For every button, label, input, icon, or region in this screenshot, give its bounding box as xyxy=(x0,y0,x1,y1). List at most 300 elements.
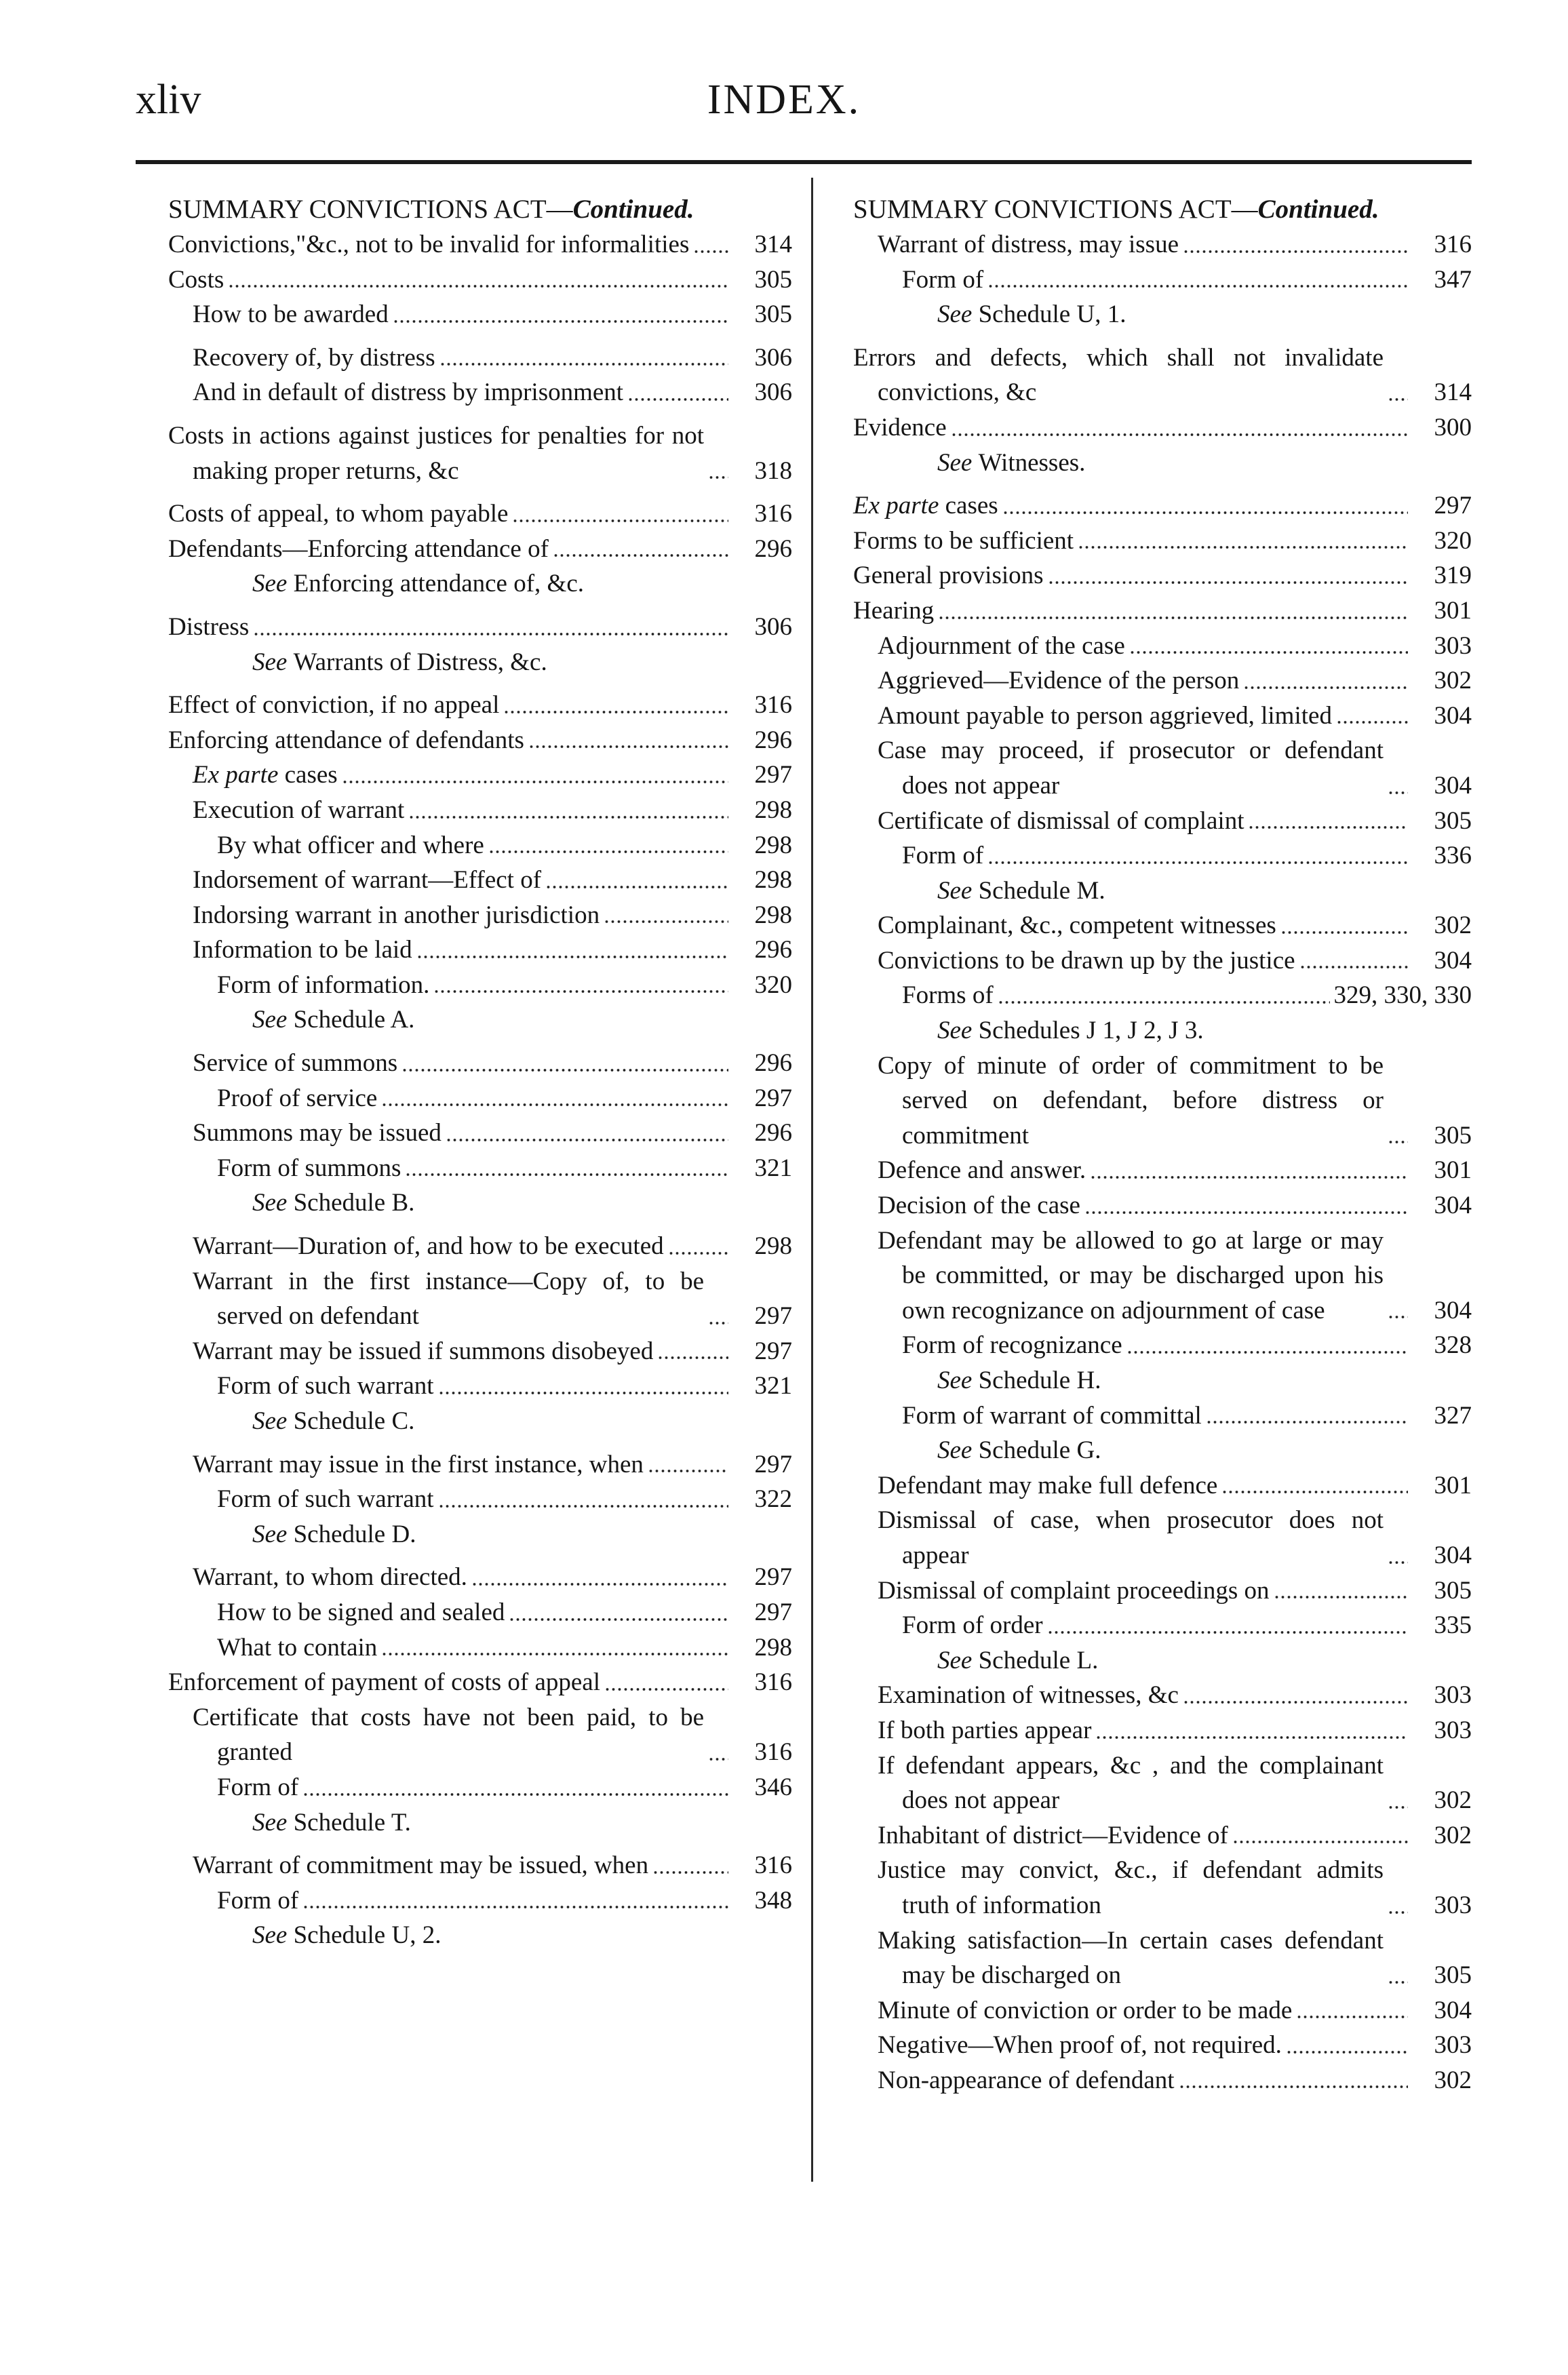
index-entry xyxy=(853,1223,1472,1329)
dot-leader xyxy=(1095,1725,1408,1746)
see-label: See xyxy=(252,1520,294,1548)
index-entry xyxy=(853,227,1472,262)
index-entry xyxy=(168,968,792,1003)
index-entry xyxy=(168,863,792,898)
dot-leader xyxy=(1183,239,1408,260)
dot-leader xyxy=(1206,1410,1408,1430)
index-entry xyxy=(168,1848,792,1883)
dot-leader xyxy=(1248,815,1408,836)
see-reference xyxy=(168,1404,792,1439)
index-entry xyxy=(853,1713,1472,1748)
dot-leader xyxy=(1280,920,1408,941)
see-label: See xyxy=(937,1646,979,1674)
dot-leader xyxy=(604,909,728,930)
entry-text: Summons may be issued xyxy=(193,1119,442,1147)
entry-text: See Enforcing attendance of, &c. xyxy=(252,570,584,598)
index-entry xyxy=(853,663,1472,699)
see-reference xyxy=(853,1433,1472,1468)
index-entry xyxy=(168,1046,792,1081)
index-entry xyxy=(853,262,1472,298)
entry-text: Form of warrant of committal xyxy=(902,1401,1202,1430)
entry-text: See Schedule D. xyxy=(252,1520,416,1548)
entry-text: See Schedules J 1, J 2, J 3. xyxy=(937,1017,1204,1045)
entry-text: By what officer and where xyxy=(217,831,484,859)
dot-leader xyxy=(545,875,728,895)
right-column-heading xyxy=(853,192,1472,227)
entry-text: Adjournment of the case xyxy=(878,631,1125,660)
index-entry xyxy=(168,227,792,262)
dot-leader xyxy=(951,423,1408,443)
entry-text: See Schedule C. xyxy=(252,1407,415,1435)
entry-text: Non-appearance of defendant xyxy=(878,2066,1175,2094)
entry-text: Certificate of dismissal of complaint xyxy=(878,806,1244,835)
entry-text: Distress xyxy=(168,612,250,641)
entry-text: Form of summons xyxy=(217,1154,401,1182)
entry-text: Decision of the case xyxy=(878,1192,1080,1220)
page-reference: 304 xyxy=(1434,1996,1472,2024)
entry-text: Form of such warrant xyxy=(217,1372,434,1400)
dot-leader xyxy=(1047,1620,1408,1641)
page-reference: 298 xyxy=(754,1633,792,1662)
dot-leader xyxy=(708,465,728,486)
index-entry xyxy=(853,524,1472,559)
index-entry xyxy=(168,758,792,793)
page-reference: 304 xyxy=(1434,771,1472,800)
dot-leader xyxy=(401,1058,728,1078)
dot-leader xyxy=(1221,1480,1408,1500)
index-entry xyxy=(853,1468,1472,1504)
page-reference: 298 xyxy=(754,1232,792,1261)
index-entry xyxy=(168,1700,792,1770)
entry-text: If defendant appears, &c , and the complainant does not appear xyxy=(878,1751,1384,1815)
page-reference: 320 xyxy=(754,970,792,999)
page-reference: 327 xyxy=(1434,1401,1472,1430)
index-entry xyxy=(168,723,792,758)
entry-text: See Schedule L. xyxy=(937,1646,1099,1674)
entry-text: See Schedule A. xyxy=(252,1006,415,1034)
dot-leader xyxy=(438,1494,728,1514)
see-label: See xyxy=(252,1808,294,1837)
index-entry xyxy=(168,688,792,723)
dot-leader xyxy=(509,1607,728,1628)
dot-leader xyxy=(1388,1130,1408,1150)
index-entry xyxy=(853,1853,1472,1923)
index-entry xyxy=(168,828,792,863)
index-entry xyxy=(168,1770,792,1805)
heading-text: SUMMARY CONVICTIONS ACT— xyxy=(853,195,1258,224)
entry-text: Form of xyxy=(217,1886,299,1915)
dot-leader xyxy=(708,1747,728,1767)
entry-text: Certificate that costs have not been paid, to be granted xyxy=(193,1703,704,1767)
index-entry xyxy=(168,1229,792,1264)
dot-leader xyxy=(668,1241,728,1261)
index-entry xyxy=(853,1398,1472,1434)
index-entry xyxy=(853,1678,1472,1713)
dot-leader xyxy=(1336,710,1408,730)
heading-continued: Continued. xyxy=(572,195,694,224)
page-reference: 296 xyxy=(754,1049,792,1078)
dot-leader xyxy=(512,509,728,529)
index-entry xyxy=(168,1369,792,1404)
index-entry xyxy=(168,532,792,567)
entry-text: Defendant may make full defence xyxy=(878,1471,1218,1499)
index-entry xyxy=(853,1188,1472,1223)
dot-leader xyxy=(439,352,728,372)
dot-leader xyxy=(1090,1165,1408,1185)
page-reference: 329, 330, 330 xyxy=(1333,981,1472,1010)
page-reference: 297 xyxy=(754,1302,792,1331)
entry-text: General provisions xyxy=(853,562,1044,590)
entry-text: How to be awarded xyxy=(193,300,389,329)
index-entry xyxy=(168,496,792,532)
page-reference: 303 xyxy=(1434,1891,1472,1919)
page-reference: 297 xyxy=(754,1563,792,1592)
page-reference: 314 xyxy=(1434,378,1472,407)
entry-text: Case may proceed, if prosecutor or defendant does not appear xyxy=(878,737,1384,800)
see-label: See xyxy=(252,1006,294,1034)
dot-leader xyxy=(1286,2040,1408,2060)
dot-leader xyxy=(393,309,728,330)
entry-text: Convictions,"&c., not to be invalid for informalities xyxy=(168,231,690,258)
dot-leader xyxy=(302,1782,728,1803)
dot-leader xyxy=(433,979,728,1000)
dot-leader xyxy=(1183,1690,1408,1710)
dot-leader xyxy=(1388,781,1408,801)
page-reference: 302 xyxy=(1434,911,1472,940)
entry-text: Negative—When proof of, not required. xyxy=(878,2031,1282,2060)
index-entry xyxy=(853,733,1472,803)
entry-text: Costs of appeal, to whom payable xyxy=(168,500,509,528)
page-reference: 305 xyxy=(1434,1961,1472,1990)
dot-leader xyxy=(648,1459,728,1479)
entry-text: Warrant may issue in the first instance, when xyxy=(193,1450,644,1478)
entry-text: Warrant in the first instance—Copy of, to be served on defendant xyxy=(193,1267,704,1331)
entry-text: Ex parte cases xyxy=(853,492,998,520)
page-reference: 304 xyxy=(1434,1541,1472,1569)
dot-leader xyxy=(657,1346,728,1366)
page-reference: 297 xyxy=(1434,492,1472,520)
index-entry xyxy=(168,1595,792,1630)
page-reference: 297 xyxy=(754,761,792,789)
page-reference: 320 xyxy=(1434,526,1472,555)
left-entries xyxy=(168,227,792,1953)
page-reference: 305 xyxy=(1434,806,1472,835)
dot-leader xyxy=(446,1128,728,1148)
entry-text: Ex parte cases xyxy=(193,761,338,789)
dot-leader xyxy=(253,622,728,642)
see-label: See xyxy=(937,1017,979,1045)
index-entry xyxy=(168,375,792,410)
entry-text: Examination of witnesses, &c xyxy=(878,1681,1179,1710)
page-reference: 346 xyxy=(754,1773,792,1801)
dot-leader xyxy=(938,606,1408,626)
dot-leader xyxy=(1388,1900,1408,1921)
entry-text: See Schedule U, 2. xyxy=(252,1921,442,1950)
heading-text: SUMMARY CONVICTIONS ACT— xyxy=(168,195,573,224)
page-reference: 303 xyxy=(1434,2031,1472,2060)
index-entry xyxy=(168,1151,792,1186)
dot-leader xyxy=(1299,955,1408,975)
column-divider xyxy=(811,178,813,2182)
page-reference: 302 xyxy=(1434,1786,1472,1815)
entry-text: Service of summons xyxy=(193,1049,398,1078)
dot-leader xyxy=(1084,1200,1408,1221)
entry-text: Hearing xyxy=(853,596,935,625)
entry-text: Indorsement of warrant—Effect of xyxy=(193,866,542,895)
entry-text: Evidence xyxy=(853,413,947,441)
page-reference: 298 xyxy=(754,866,792,895)
see-reference xyxy=(168,1002,792,1038)
entry-text: Form of order xyxy=(902,1611,1043,1640)
dot-leader xyxy=(1388,1305,1408,1325)
page-reference: 321 xyxy=(754,1154,792,1182)
see-label: See xyxy=(937,876,979,905)
entry-text: Warrant may be issued if summons disobeyed xyxy=(193,1337,654,1365)
entry-text: Warrant—Duration of, and how to be executed xyxy=(193,1232,664,1261)
index-entry xyxy=(168,1116,792,1151)
entry-text: If both parties appear xyxy=(878,1716,1092,1744)
dot-leader xyxy=(987,850,1408,871)
entry-text: Inhabitant of district—Evidence of xyxy=(878,1821,1228,1849)
dot-leader xyxy=(1048,570,1408,591)
index-entry xyxy=(168,1081,792,1116)
dot-leader xyxy=(1232,1830,1408,1850)
dot-leader xyxy=(503,700,728,720)
dot-leader xyxy=(708,1311,728,1331)
index-entry xyxy=(853,908,1472,943)
see-reference xyxy=(853,1363,1472,1398)
left-column-heading xyxy=(168,192,792,227)
index-entry xyxy=(853,978,1472,1013)
entry-text: See Schedule B. xyxy=(252,1189,415,1217)
index-entry xyxy=(853,2028,1472,2063)
entry-text: Justice may convict, &c., if defendant admits truth of information xyxy=(878,1856,1384,1919)
index-entry xyxy=(168,1482,792,1517)
page-reference: 302 xyxy=(1434,2066,1472,2094)
page-reference: 305 xyxy=(1434,1576,1472,1605)
dot-leader xyxy=(381,1093,728,1113)
entry-text: Costs in actions against justices for penalties for not making proper returns, &c xyxy=(168,421,704,485)
entry-text: See Schedule M. xyxy=(937,876,1105,905)
entry-text: See Schedule H. xyxy=(937,1367,1101,1394)
entry-text: See Schedule T. xyxy=(252,1808,411,1837)
see-reference xyxy=(853,297,1472,332)
entry-text: Enforcing attendance of defendants xyxy=(168,726,524,754)
right-column xyxy=(853,192,1472,2098)
index-entry xyxy=(853,1818,1472,1853)
page-reference: 296 xyxy=(754,726,792,754)
index-entry xyxy=(168,933,792,968)
dot-leader xyxy=(1388,1795,1408,1815)
index-entry xyxy=(853,1048,1472,1154)
entry-text: Warrant, to whom directed. xyxy=(193,1563,467,1592)
index-entry xyxy=(168,793,792,828)
dot-leader xyxy=(408,805,728,825)
see-label: See xyxy=(937,1367,979,1394)
dot-leader xyxy=(627,387,728,408)
see-label: See xyxy=(252,1189,294,1217)
index-entry xyxy=(168,898,792,933)
see-label: See xyxy=(252,1407,294,1435)
right-entries xyxy=(853,227,1472,2098)
index-entry xyxy=(168,1334,792,1369)
see-label: See xyxy=(937,300,979,329)
dot-leader xyxy=(1388,1970,1408,1990)
page-reference: 304 xyxy=(1434,1296,1472,1324)
heading-continued: Continued. xyxy=(1257,195,1379,224)
dot-leader xyxy=(1388,387,1408,408)
entry-text: What to contain xyxy=(217,1633,378,1662)
left-column xyxy=(168,192,792,1953)
dot-leader xyxy=(987,274,1408,294)
page-reference: 297 xyxy=(754,1598,792,1626)
page-reference: 316 xyxy=(1434,231,1472,258)
entry-text: How to be signed and sealed xyxy=(217,1598,505,1626)
page-reference: 306 xyxy=(754,343,792,372)
page-reference: 296 xyxy=(754,534,792,563)
entry-text: Form of information. xyxy=(217,970,430,999)
index-entry xyxy=(853,558,1472,593)
index-entry xyxy=(168,1264,792,1334)
page-reference: 301 xyxy=(1434,596,1472,625)
dot-leader xyxy=(1179,2075,1408,2095)
page-reference: 302 xyxy=(1434,667,1472,695)
entry-text: See Warrants of Distress, &c. xyxy=(252,648,547,676)
entry-text: Minute of conviction or order to be made xyxy=(878,1996,1293,2024)
index-entry xyxy=(168,1665,792,1700)
dot-leader xyxy=(998,990,1330,1010)
dot-leader xyxy=(381,1642,728,1662)
entry-text: Execution of warrant xyxy=(193,796,405,824)
index-entry xyxy=(853,410,1472,446)
entry-text: Aggrieved—Evidence of the person xyxy=(878,667,1240,695)
see-reference xyxy=(853,1013,1472,1048)
page-reference: 297 xyxy=(754,1450,792,1478)
index-entry xyxy=(853,1153,1472,1188)
index-entry xyxy=(853,838,1472,874)
page-reference: 321 xyxy=(754,1372,792,1400)
page-reference: 303 xyxy=(1434,631,1472,660)
see-reference xyxy=(853,1643,1472,1679)
page-reference: 316 xyxy=(754,691,792,720)
index-entry xyxy=(853,488,1472,524)
dot-leader xyxy=(1126,1340,1408,1360)
dot-leader xyxy=(1078,535,1408,555)
page-reference: 303 xyxy=(1434,1716,1472,1744)
see-reference xyxy=(168,645,792,680)
see-label: See xyxy=(252,570,294,598)
dot-leader xyxy=(302,1895,728,1915)
page-reference: 328 xyxy=(1434,1331,1472,1360)
page-reference: 319 xyxy=(1434,562,1472,590)
page-reference: 306 xyxy=(754,612,792,641)
entry-text: Indorsing warrant in another jurisdiction xyxy=(193,901,600,929)
index-entry xyxy=(168,1630,792,1666)
entry-text: Warrant of distress, may issue xyxy=(878,231,1179,258)
entry-text: Enforcement of payment of costs of appeal xyxy=(168,1668,600,1697)
page-reference: 336 xyxy=(1434,842,1472,870)
page-reference: 301 xyxy=(1434,1156,1472,1185)
page-reference: 322 xyxy=(754,1485,792,1514)
index-entry xyxy=(853,2063,1472,2098)
page-reference: 298 xyxy=(754,831,792,859)
entry-text: Proof of service xyxy=(217,1084,378,1112)
entry-text: Errors and defects, which shall not invalidate convictions, &c xyxy=(853,343,1384,407)
index-entry xyxy=(853,1503,1472,1573)
page-reference: 316 xyxy=(754,1738,792,1767)
entry-text: Amount payable to person aggrieved, limited xyxy=(878,701,1332,730)
dot-leader xyxy=(528,734,728,755)
see-reference xyxy=(168,1918,792,1953)
see-reference xyxy=(168,1517,792,1552)
index-entry xyxy=(168,418,792,488)
see-reference xyxy=(853,446,1472,481)
dot-leader xyxy=(416,945,728,965)
index-entry xyxy=(853,699,1472,734)
dot-leader xyxy=(1388,1550,1408,1571)
entry-text: Forms of xyxy=(902,981,994,1010)
page-reference: 316 xyxy=(754,1851,792,1880)
dot-leader xyxy=(471,1572,728,1592)
page-reference: 304 xyxy=(1434,701,1472,730)
page-reference: 305 xyxy=(754,265,792,294)
index-entry xyxy=(853,340,1472,410)
entry-text: Form of xyxy=(217,1773,299,1801)
index-entry xyxy=(168,1883,792,1919)
page-reference: 297 xyxy=(754,1337,792,1365)
page-reference: 304 xyxy=(1434,946,1472,975)
entry-text: Defendants—Enforcing attendance of xyxy=(168,534,549,563)
dot-leader xyxy=(1129,640,1408,661)
entry-text: Form of such warrant xyxy=(217,1485,434,1514)
page-reference: 302 xyxy=(1434,1821,1472,1849)
index-entry xyxy=(853,1608,1472,1643)
dot-leader xyxy=(652,1860,728,1881)
page-reference: 306 xyxy=(754,378,792,407)
index-entry xyxy=(168,1447,792,1483)
entry-text: Copy of minute of order of commitment to be served on defendant, before distress or commitment xyxy=(878,1051,1384,1150)
page-reference: 305 xyxy=(754,300,792,329)
see-reference xyxy=(168,1185,792,1221)
index-entry xyxy=(853,804,1472,839)
page-reference: 316 xyxy=(754,500,792,528)
index-entry xyxy=(168,297,792,332)
entry-text: Information to be laid xyxy=(193,936,412,964)
entry-text: Form of recognizance xyxy=(902,1331,1122,1360)
entry-text: And in default of distress by imprisonment xyxy=(193,378,624,407)
entry-text: Dismissal of case, when prosecutor does not appear xyxy=(878,1506,1384,1569)
page-reference: 348 xyxy=(754,1886,792,1915)
entry-text: Defendant may be allowed to go at large or may be committed, or may be discharged upon his own recognizance on adjournment of case xyxy=(878,1226,1384,1324)
index-entry xyxy=(853,1993,1472,2028)
entry-text: See Witnesses. xyxy=(937,448,1086,477)
page-reference: 296 xyxy=(754,936,792,964)
dot-leader xyxy=(553,543,728,564)
entry-text: Form of xyxy=(902,842,984,870)
index-entry xyxy=(168,340,792,376)
index-entry xyxy=(853,1748,1472,1818)
page-reference: 347 xyxy=(1434,265,1472,294)
index-entry xyxy=(168,1560,792,1595)
entry-text: Recovery of, by distress xyxy=(193,343,435,372)
entry-text: Effect of conviction, if no appeal xyxy=(168,691,500,720)
page-reference: 297 xyxy=(754,1084,792,1112)
see-reference xyxy=(853,874,1472,909)
see-label: See xyxy=(937,1436,979,1465)
index-entry xyxy=(853,1328,1472,1363)
dot-leader xyxy=(488,840,728,860)
header-rule xyxy=(136,160,1472,164)
